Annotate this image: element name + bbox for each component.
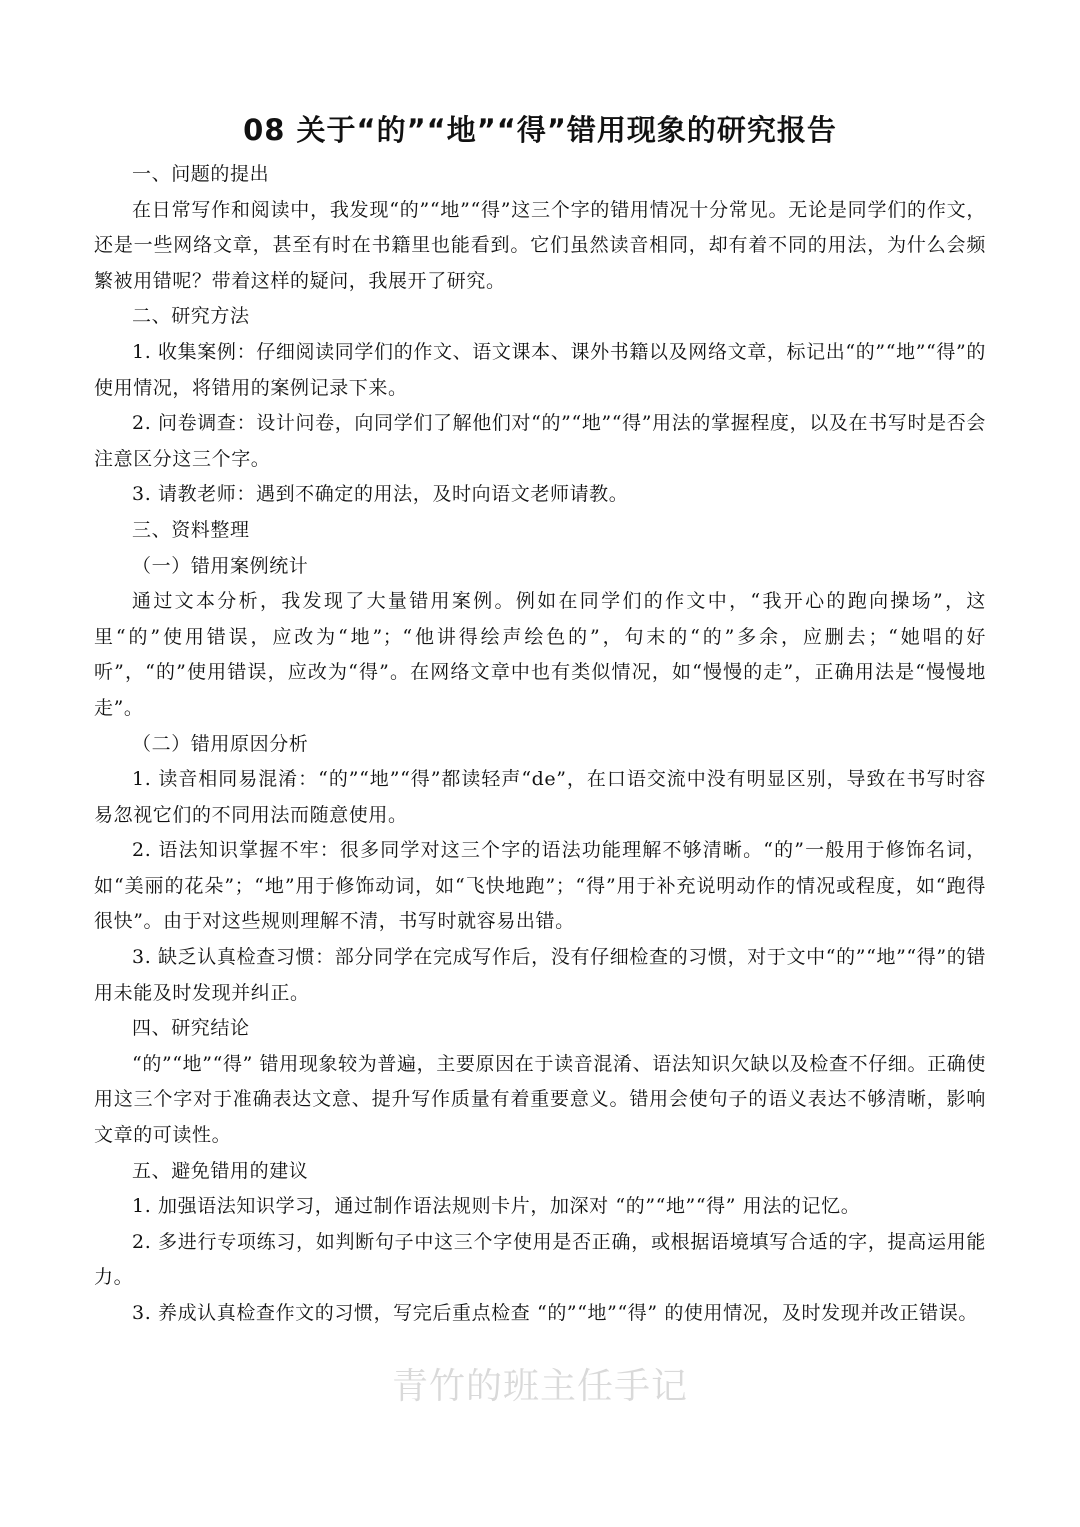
paragraph: 1. 加强语法知识学习，通过制作语法规则卡片，加深对 “的”“地”“得” 用法的记忆。 [132, 1195, 861, 1218]
watermark: 青竹的班主任手记 [391, 1366, 688, 1407]
paragraph: 1. 读音相同易混淆：“的”“地”“得”都读轻声“de”，在口语交流中没有明显区别，导致在书写时容易忽视它们的不同用法而随意使用。 [94, 768, 986, 826]
paragraph: 1. 收集案例：仔细阅读同学们的作文、语文课本、课外书籍以及网络文章，标记出“的”“地”“得”的使用情况，将错用的案例记录下来。 [94, 340, 986, 399]
section-heading-conclusion: 四、研究结论 [132, 1017, 250, 1040]
report-body [94, 157, 986, 1332]
paragraph: “的”“地”“得” 错用现象较为普遍，主要原因在于读音混淆、语法知识欠缺以及检查不仔细。正确使用这三个字对于准确表达文意、提升写作质量有着重要意义。错用会使句子的语义表达不够清晰，影响文章的可读性。 [94, 1052, 986, 1147]
subheading-cause-analysis: （二）错用原因分析 [132, 732, 309, 755]
paragraph: 2. 语法知识掌握不牢：很多同学对这三个字的语法功能理解不够清晰。“的”一般用于修饰名词，如“美丽的花朵”；“地”用于修饰动词，如“飞快地跑”；“得”用于补充说明动作的情况或程度，如“跑得很快”。由于对这些规则理解不清，书写时就容易出错。 [94, 839, 986, 933]
paragraph: 3. 请教老师：遇到不确定的用法，及时向语文老师请教。 [132, 483, 629, 506]
section-heading-problem: 一、问题的提出 [132, 163, 270, 185]
page-title: 08 关于“的”“地”“得”错用现象的研究报告 [243, 113, 837, 147]
paragraph: 2. 问卷调查：设计问卷，向同学们了解他们对“的”“地”“得”用法的掌握程度，以及在书写时是否会注意区分这三个字。 [94, 412, 986, 470]
section-heading-data: 三、资料整理 [132, 518, 250, 541]
paragraph: 3. 养成认真检查作文的习惯，写完后重点检查 “的”“地”“得” 的使用情况，及时发现并改正错误。 [132, 1302, 978, 1324]
paragraph: 3. 缺乏认真检查习惯：部分同学在完成写作后，没有仔细检查的习惯，对于文中“的”“地”“得”的错用未能及时发现并纠正。 [94, 946, 986, 1004]
section-heading-suggestions: 五、避免错用的建议 [132, 1159, 309, 1182]
section-heading-method: 二、研究方法 [132, 305, 250, 328]
paragraph: 2. 多进行专项练习，如判断句子中这三个字使用是否正确，或根据语境填写合适的字，提高运用能力。 [94, 1230, 986, 1289]
subheading-case-stats: （一）错用案例统计 [132, 554, 309, 577]
paragraph: 在日常写作和阅读中，我发现“的”“地”“得”这三个字的错用情况十分常见。无论是同学们的作文，还是一些网络文章，甚至有时在书籍里也能看到。它们虽然读音相同，却有着不同的用法，为什么会频繁被用错呢？带着这样的疑问，我展开了研究。 [94, 198, 986, 292]
paragraph: 通过文本分析，我发现了大量错用案例。例如在同学们的作文中，“我开心的跑向操场”，这里“的”使用错误，应改为“地”；“他讲得绘声绘色的”，句末的“的”多余，应删去；“她唱的好听”，“的”使用错误，应改为“得”。在网络文章中也有类似情况，如“慢慢的走”，正确用法是“慢慢地走”。 [94, 590, 986, 719]
